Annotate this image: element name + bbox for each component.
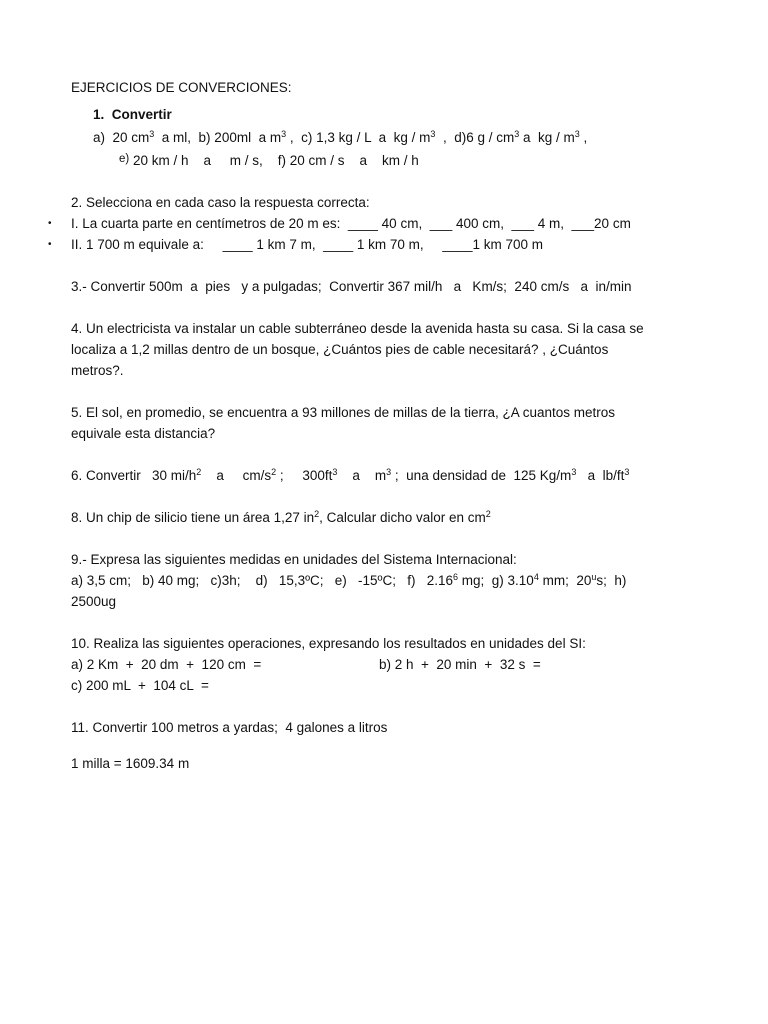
q3-text: 3.- Convertir 500m a pies y a pulgadas; Convertir 367 mil/h a Km/s; 240 cm/s a in/min <box>71 279 632 294</box>
bullet-icon: • <box>48 239 52 250</box>
q4-line-1: 4. Un electricista va instalar un cable subterráneo desde la avenida hasta su casa. Si la casa se <box>71 321 644 336</box>
q2-heading: 2. Selecciona en cada caso la respuesta correcta: <box>71 195 370 210</box>
q10-item-a: a) 2 Km + 20 dm + 120 cm = <box>71 657 262 672</box>
q1-line-a: a) 20 $cm^3$ a ml, b) 200ml a $m^3$ , c) 1,3 kg / L a kg / $m^3$ , d)6 g / $cm^3$ a kg / $m^3$ , <box>93 129 588 145</box>
q6-text: 6. Convertir 30 $mi/h^2$ a $cm/s^2$ ; $300ft^3$ a $m^3$ ; una densidad de 125 $Kg/m^3$ a $lb/ft^3$ <box>71 467 630 483</box>
q9-line-3: 2500ug <box>71 594 117 609</box>
q5-line-1: 5. El sol, en promedio, se encuentra a 93 millones de millas de la tierra, ¿A cuantos metros <box>71 405 616 420</box>
q1-line-e: e) 20 km / h a m / s, f) 20 cm / s a km / h <box>119 153 419 168</box>
q8-text: 8. Un chip de silicio tiene un área 1,27 $in^2$, Calcular dicho valor en $cm^2$ <box>71 509 491 525</box>
q9-line-2: a) 3,5 cm; b) 40 mg; c)3h; d) 15,3ºC; e) -15ºC; f) 2.16$^6$ mg; g) 3.10$^4$ mm; 20$^u$s; h) <box>71 572 627 588</box>
bullet-icon: • <box>48 218 52 229</box>
page-title: EJERCICIOS DE CONVERCIONES: <box>71 80 292 95</box>
q9-heading: 9.- Expresa las siguientes medidas en unidades del Sistema Internacional: <box>71 552 517 567</box>
q10-item-b: b) 2 h + 20 min + 32 s = <box>379 657 541 672</box>
q5-line-2: equivale esta distancia? <box>71 426 216 441</box>
q10-item-c: c) 200 mL + 104 cL = <box>71 678 209 693</box>
q2-item-2: II. 1 700 m equivale a: ____ 1 km 7 m, ____ 1 km 70 m, ____1 km 700 m <box>71 237 543 252</box>
q4-line-2: localiza a 1,2 millas dentro de un bosque, ¿Cuántos pies de cable necesitará? , ¿Cuántos <box>71 342 609 357</box>
q1-heading: 1. Convertir <box>93 107 172 122</box>
q4-line-3: metros?. <box>71 363 124 378</box>
conversion-note: 1 milla = 1609.34 m <box>71 756 190 771</box>
q2-item-1: I. La cuarta parte en centímetros de 20 m es: ____ 40 cm, ___ 400 cm, ___ 4 m, ___20 cm <box>71 216 631 231</box>
q10-heading: 10. Realiza las siguientes operaciones, expresando los resultados en unidades del SI: <box>71 636 586 651</box>
q11-text: 11. Convertir 100 metros a yardas; 4 galones a litros <box>71 720 388 735</box>
